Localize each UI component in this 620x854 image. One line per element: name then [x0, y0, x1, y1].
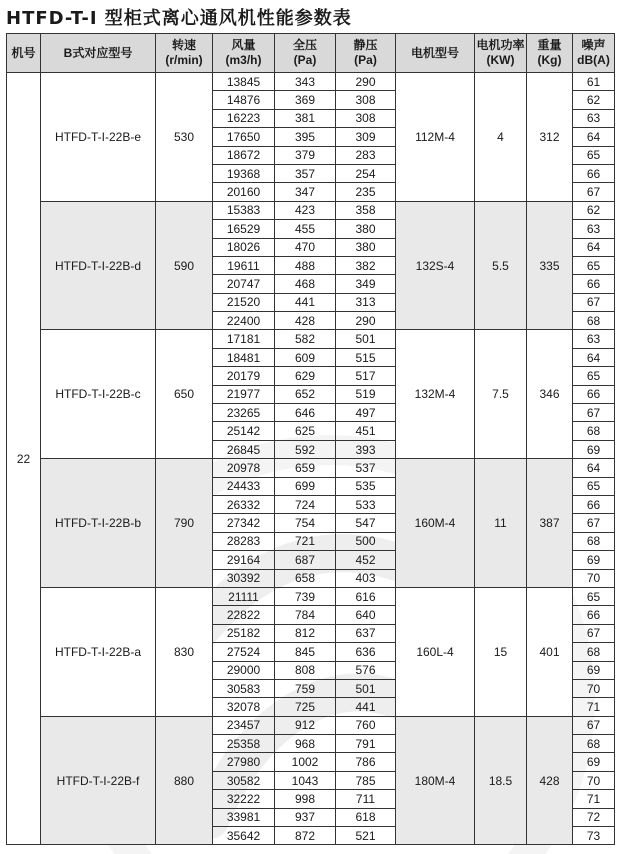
power-cell: 15	[475, 587, 527, 716]
total-pressure-cell: 470	[275, 238, 336, 256]
noise-cell: 67	[573, 293, 615, 311]
flow-cell: 24433	[213, 477, 275, 495]
flow-cell: 20978	[213, 459, 275, 477]
total-pressure-cell: 968	[275, 735, 336, 753]
static-pressure-cell: 547	[336, 514, 396, 532]
noise-cell: 68	[573, 532, 615, 550]
header-row	[7, 34, 615, 73]
noise-cell: 62	[573, 201, 615, 219]
total-pressure-cell: 488	[275, 256, 336, 274]
noise-cell: 71	[573, 698, 615, 716]
noise-cell: 64	[573, 238, 615, 256]
jihao-cell: 22	[7, 73, 41, 845]
static-pressure-cell: 349	[336, 275, 396, 293]
total-pressure-cell: 395	[275, 128, 336, 146]
header-motor: 电机型号	[396, 34, 475, 73]
static-pressure-cell: 640	[336, 606, 396, 624]
noise-cell: 72	[573, 808, 615, 826]
static-pressure-cell: 235	[336, 183, 396, 201]
noise-cell: 70	[573, 771, 615, 789]
table-row	[7, 330, 615, 348]
static-pressure-cell: 501	[336, 330, 396, 348]
table-row	[7, 716, 615, 734]
static-pressure-cell: 519	[336, 385, 396, 403]
noise-cell: 73	[573, 827, 615, 845]
model-cell: HTFD-T-I-22B-a	[41, 587, 156, 716]
total-pressure-cell: 725	[275, 698, 336, 716]
flow-cell: 27342	[213, 514, 275, 532]
total-pressure-cell: 625	[275, 422, 336, 440]
flow-cell: 30582	[213, 771, 275, 789]
flow-cell: 16223	[213, 109, 275, 127]
noise-cell: 70	[573, 569, 615, 587]
total-pressure-cell: 652	[275, 385, 336, 403]
static-pressure-cell: 521	[336, 827, 396, 845]
static-pressure-cell: 452	[336, 551, 396, 569]
static-pressure-cell: 382	[336, 256, 396, 274]
static-pressure-cell: 711	[336, 790, 396, 808]
total-pressure-cell: 845	[275, 643, 336, 661]
speed-cell: 790	[156, 459, 213, 588]
flow-cell: 25182	[213, 624, 275, 642]
static-pressure-cell: 308	[336, 91, 396, 109]
noise-cell: 64	[573, 128, 615, 146]
noise-cell: 65	[573, 146, 615, 164]
static-pressure-cell: 791	[336, 735, 396, 753]
noise-cell: 62	[573, 91, 615, 109]
static-pressure-cell: 515	[336, 348, 396, 366]
total-pressure-cell: 872	[275, 827, 336, 845]
speed-cell: 830	[156, 587, 213, 716]
flow-cell: 26845	[213, 440, 275, 458]
total-pressure-cell: 369	[275, 91, 336, 109]
weight-cell: 387	[527, 459, 573, 588]
total-pressure-cell: 721	[275, 532, 336, 550]
total-pressure-cell: 812	[275, 624, 336, 642]
total-pressure-cell: 629	[275, 367, 336, 385]
noise-cell: 69	[573, 551, 615, 569]
static-pressure-cell: 517	[336, 367, 396, 385]
model-cell: HTFD-T-I-22B-f	[41, 716, 156, 845]
static-pressure-cell: 785	[336, 771, 396, 789]
noise-cell: 67	[573, 514, 615, 532]
flow-cell: 26332	[213, 495, 275, 513]
noise-cell: 68	[573, 422, 615, 440]
speed-cell: 530	[156, 73, 213, 202]
weight-cell: 346	[527, 330, 573, 459]
static-pressure-cell: 636	[336, 643, 396, 661]
noise-cell: 67	[573, 404, 615, 422]
total-pressure-cell: 646	[275, 404, 336, 422]
noise-cell: 66	[573, 495, 615, 513]
total-pressure-cell: 754	[275, 514, 336, 532]
noise-cell: 64	[573, 348, 615, 366]
power-cell: 4	[475, 73, 527, 202]
table-body	[7, 73, 615, 845]
power-cell: 11	[475, 459, 527, 588]
header-speed: 转速 (r/min)	[156, 34, 213, 73]
flow-cell: 18026	[213, 238, 275, 256]
noise-cell: 69	[573, 753, 615, 771]
static-pressure-cell: 308	[336, 109, 396, 127]
noise-cell: 66	[573, 164, 615, 182]
noise-cell: 65	[573, 587, 615, 605]
static-pressure-cell: 637	[336, 624, 396, 642]
total-pressure-cell: 347	[275, 183, 336, 201]
table-row	[7, 459, 615, 477]
motor-cell: 132M-4	[396, 330, 475, 459]
static-pressure-cell: 537	[336, 459, 396, 477]
header-static-pressure: 静压 (Pa)	[336, 34, 396, 73]
spec-table	[6, 33, 615, 845]
total-pressure-cell: 659	[275, 459, 336, 477]
flow-cell: 30583	[213, 679, 275, 697]
speed-cell: 880	[156, 716, 213, 845]
total-pressure-cell: 724	[275, 495, 336, 513]
noise-cell: 66	[573, 606, 615, 624]
noise-cell: 70	[573, 679, 615, 697]
flow-cell: 27524	[213, 643, 275, 661]
weight-cell: 335	[527, 201, 573, 330]
static-pressure-cell: 309	[336, 128, 396, 146]
total-pressure-cell: 998	[275, 790, 336, 808]
static-pressure-cell: 500	[336, 532, 396, 550]
header-flow: 风量 (m3/h)	[213, 34, 275, 73]
flow-cell: 18481	[213, 348, 275, 366]
flow-cell: 20747	[213, 275, 275, 293]
header-power: 电机功率 (KW)	[475, 34, 527, 73]
noise-cell: 65	[573, 367, 615, 385]
motor-cell: 160M-4	[396, 459, 475, 588]
total-pressure-cell: 423	[275, 201, 336, 219]
motor-cell: 132S-4	[396, 201, 475, 330]
noise-cell: 68	[573, 312, 615, 330]
noise-cell: 66	[573, 385, 615, 403]
header-jihao: 机号	[7, 34, 41, 73]
total-pressure-cell: 759	[275, 679, 336, 697]
flow-cell: 22400	[213, 312, 275, 330]
noise-cell: 69	[573, 661, 615, 679]
total-pressure-cell: 343	[275, 73, 336, 91]
power-cell: 7.5	[475, 330, 527, 459]
total-pressure-cell: 468	[275, 275, 336, 293]
noise-cell: 69	[573, 440, 615, 458]
model-cell: HTFD-T-I-22B-c	[41, 330, 156, 459]
flow-cell: 23457	[213, 716, 275, 734]
weight-cell: 401	[527, 587, 573, 716]
total-pressure-cell: 937	[275, 808, 336, 826]
motor-cell: 160L-4	[396, 587, 475, 716]
flow-cell: 33981	[213, 808, 275, 826]
page-title: HTFD-T-I 型柜式离心通风机性能参数表	[6, 8, 352, 29]
noise-cell: 67	[573, 624, 615, 642]
motor-cell: 180M-4	[396, 716, 475, 845]
static-pressure-cell: 403	[336, 569, 396, 587]
static-pressure-cell: 786	[336, 753, 396, 771]
static-pressure-cell: 616	[336, 587, 396, 605]
static-pressure-cell: 441	[336, 698, 396, 716]
flow-cell: 30392	[213, 569, 275, 587]
total-pressure-cell: 912	[275, 716, 336, 734]
flow-cell: 23265	[213, 404, 275, 422]
flow-cell: 17650	[213, 128, 275, 146]
noise-cell: 67	[573, 183, 615, 201]
static-pressure-cell: 533	[336, 495, 396, 513]
total-pressure-cell: 455	[275, 220, 336, 238]
flow-cell: 14876	[213, 91, 275, 109]
header-weight: 重量 (Kg)	[527, 34, 573, 73]
static-pressure-cell: 313	[336, 293, 396, 311]
flow-cell: 32222	[213, 790, 275, 808]
flow-cell: 15383	[213, 201, 275, 219]
noise-cell: 65	[573, 256, 615, 274]
flow-cell: 27980	[213, 753, 275, 771]
flow-cell: 20160	[213, 183, 275, 201]
table-row	[7, 73, 615, 91]
flow-cell: 16529	[213, 220, 275, 238]
weight-cell: 312	[527, 73, 573, 202]
total-pressure-cell: 808	[275, 661, 336, 679]
motor-cell: 112M-4	[396, 73, 475, 202]
static-pressure-cell: 497	[336, 404, 396, 422]
total-pressure-cell: 381	[275, 109, 336, 127]
static-pressure-cell: 358	[336, 201, 396, 219]
total-pressure-cell: 357	[275, 164, 336, 182]
noise-cell: 66	[573, 275, 615, 293]
noise-cell: 68	[573, 643, 615, 661]
weight-cell: 428	[527, 716, 573, 845]
static-pressure-cell: 380	[336, 238, 396, 256]
total-pressure-cell: 609	[275, 348, 336, 366]
flow-cell: 25358	[213, 735, 275, 753]
noise-cell: 67	[573, 716, 615, 734]
header-model: B式对应型号	[41, 34, 156, 73]
static-pressure-cell: 290	[336, 312, 396, 330]
static-pressure-cell: 501	[336, 679, 396, 697]
noise-cell: 63	[573, 330, 615, 348]
flow-cell: 25142	[213, 422, 275, 440]
total-pressure-cell: 379	[275, 146, 336, 164]
noise-cell: 61	[573, 73, 615, 91]
header-total-pressure: 全压 (Pa)	[275, 34, 336, 73]
total-pressure-cell: 687	[275, 551, 336, 569]
speed-cell: 590	[156, 201, 213, 330]
static-pressure-cell: 283	[336, 146, 396, 164]
model-cell: HTFD-T-I-22B-b	[41, 459, 156, 588]
flow-cell: 19611	[213, 256, 275, 274]
flow-cell: 20179	[213, 367, 275, 385]
static-pressure-cell: 618	[336, 808, 396, 826]
total-pressure-cell: 1043	[275, 771, 336, 789]
static-pressure-cell: 393	[336, 440, 396, 458]
static-pressure-cell: 290	[336, 73, 396, 91]
speed-cell: 650	[156, 330, 213, 459]
flow-cell: 29164	[213, 551, 275, 569]
static-pressure-cell: 760	[336, 716, 396, 734]
static-pressure-cell: 535	[336, 477, 396, 495]
static-pressure-cell: 254	[336, 164, 396, 182]
total-pressure-cell: 592	[275, 440, 336, 458]
power-cell: 5.5	[475, 201, 527, 330]
noise-cell: 68	[573, 735, 615, 753]
flow-cell: 35642	[213, 827, 275, 845]
static-pressure-cell: 576	[336, 661, 396, 679]
total-pressure-cell: 1002	[275, 753, 336, 771]
total-pressure-cell: 739	[275, 587, 336, 605]
total-pressure-cell: 784	[275, 606, 336, 624]
flow-cell: 21977	[213, 385, 275, 403]
flow-cell: 22822	[213, 606, 275, 624]
flow-cell: 18672	[213, 146, 275, 164]
total-pressure-cell: 699	[275, 477, 336, 495]
total-pressure-cell: 441	[275, 293, 336, 311]
header-noise: 噪声 dB(A)	[573, 34, 615, 73]
power-cell: 18.5	[475, 716, 527, 845]
flow-cell: 29000	[213, 661, 275, 679]
table-row	[7, 201, 615, 219]
flow-cell: 21520	[213, 293, 275, 311]
model-cell: HTFD-T-I-22B-d	[41, 201, 156, 330]
static-pressure-cell: 451	[336, 422, 396, 440]
flow-cell: 28283	[213, 532, 275, 550]
static-pressure-cell: 380	[336, 220, 396, 238]
noise-cell: 65	[573, 477, 615, 495]
noise-cell: 63	[573, 220, 615, 238]
total-pressure-cell: 658	[275, 569, 336, 587]
flow-cell: 21111	[213, 587, 275, 605]
noise-cell: 64	[573, 459, 615, 477]
total-pressure-cell: 428	[275, 312, 336, 330]
noise-cell: 63	[573, 109, 615, 127]
table-row	[7, 587, 615, 605]
flow-cell: 19368	[213, 164, 275, 182]
flow-cell: 32078	[213, 698, 275, 716]
flow-cell: 13845	[213, 73, 275, 91]
flow-cell: 17181	[213, 330, 275, 348]
noise-cell: 71	[573, 790, 615, 808]
total-pressure-cell: 582	[275, 330, 336, 348]
model-cell: HTFD-T-I-22B-e	[41, 73, 156, 202]
